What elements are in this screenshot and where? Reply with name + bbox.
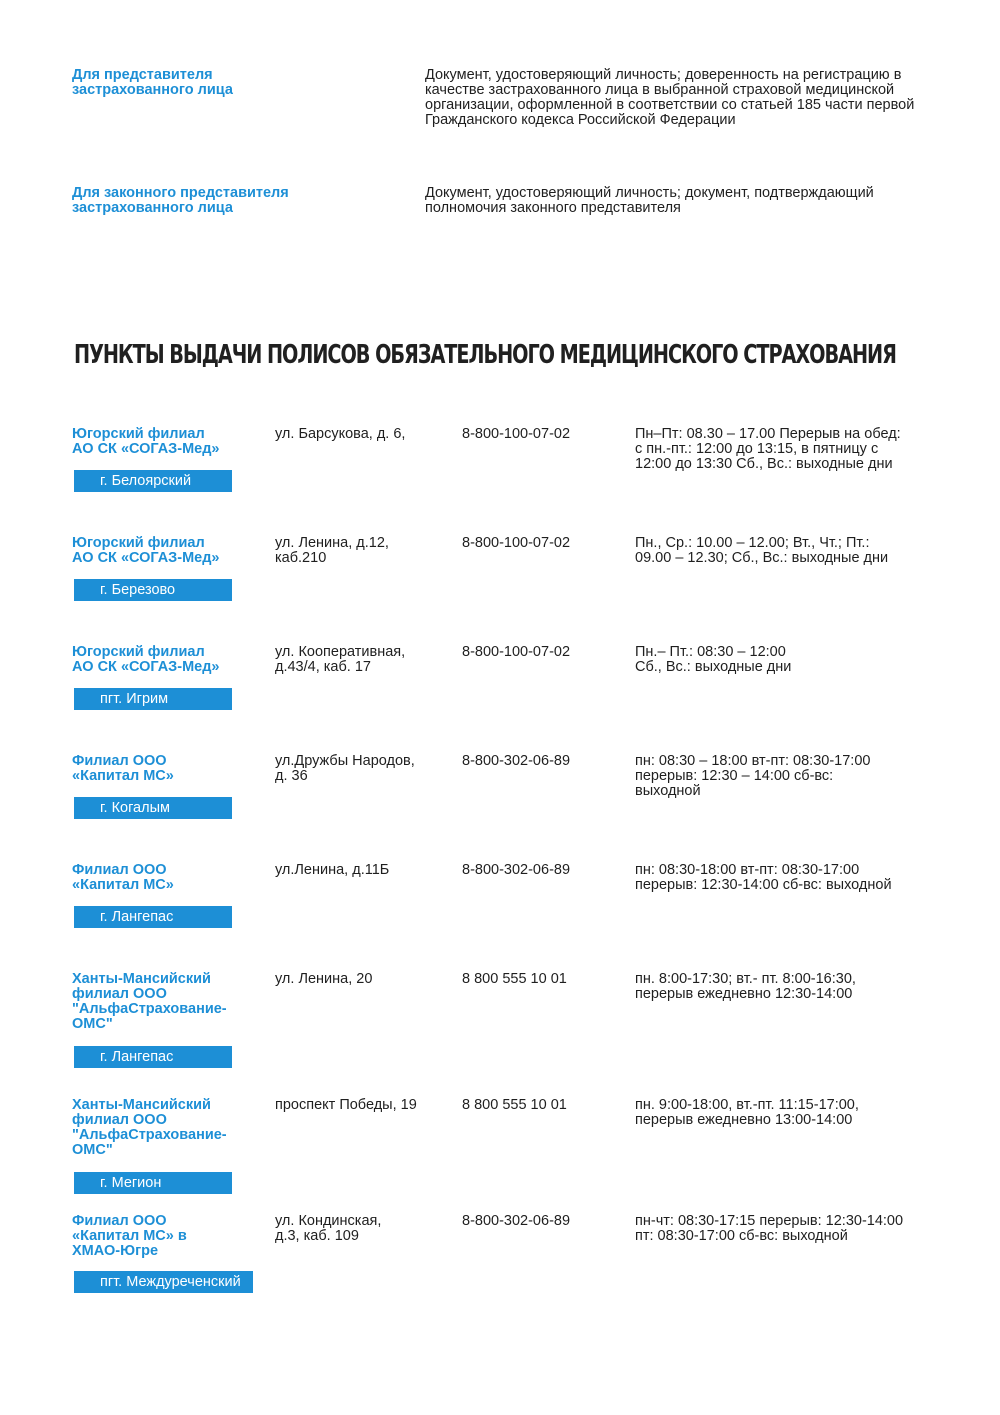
city-badge: г. Белоярский (74, 470, 232, 492)
point-org: Филиал ООО «Капитал МС» (72, 862, 174, 893)
city-badge: г. Березово (74, 579, 232, 601)
point-hours: пн. 9:00-18:00, вт.-пт. 11:15-17:00, перерыв ежедневно 13:00-14:00 (635, 1097, 859, 1128)
point-phone: 8-800-302-06-89 (462, 1213, 571, 1229)
point-org: Югорский филиал АО СК «СОГАЗ-Мед» (72, 644, 220, 675)
point-address: ул. Кондинская, д.3, каб. 109 (275, 1213, 382, 1244)
point-hours: пн. 8:00-17:30; вт.- пт. 8:00-16:30, перерыв ежедневно 12:30-14:00 (635, 971, 856, 1002)
doc-label: Для представителя застрахованного лица (72, 67, 233, 98)
point-address: ул. Ленина, д.12, каб.210 (275, 535, 389, 566)
city-badge: г. Когалым (74, 797, 232, 819)
point-org: Югорский филиал АО СК «СОГАЗ-Мед» (72, 535, 220, 566)
point-hours: пн: 08:30 – 18:00 вт-пт: 08:30-17:00 перерыв: 12:30 – 14:00 сб-вс: выходной (635, 753, 871, 799)
point-org: Ханты-Мансийский филиал ООО "АльфаСтрахование- ОМС" (72, 1097, 227, 1158)
city-badge: г. Лангепас (74, 1046, 232, 1068)
point-org: Ханты-Мансийский филиал ООО "АльфаСтрахование- ОМС" (72, 971, 227, 1032)
point-phone: 8-800-100-07-02 (462, 426, 571, 442)
doc-label: Для законного представителя застрахованного лица (72, 185, 289, 216)
point-address: ул.Ленина, д.11Б (275, 862, 390, 878)
point-address: проспект Победы, 19 (275, 1097, 417, 1113)
point-phone: 8 800 555 10 01 (462, 971, 567, 987)
point-address: ул.Дружбы Народов, д. 36 (275, 753, 415, 784)
point-phone: 8-800-302-06-89 (462, 753, 571, 769)
city-badge: пгт. Игрим (74, 688, 232, 710)
point-hours: Пн–Пт: 08.30 – 17.00 Перерыв на обед: с пн.-пт.: 12:00 до 13:15, в пятницу с 12:00 до 13:30 Сб., Вс.: выходные дни (635, 426, 901, 472)
section-title: ПУНКТЫ ВЫДАЧИ ПОЛИСОВ ОБЯЗАТЕЛЬНОГО МЕДИЦИНСКОГО СТРАХОВАНИЯ (74, 340, 896, 370)
city-badge: г. Мегион (74, 1172, 232, 1194)
doc-text: Документ, удостоверяющий личность; документ, подтверждающий полномочия законного представителя (425, 185, 874, 216)
point-phone: 8-800-302-06-89 (462, 862, 571, 878)
point-phone: 8-800-100-07-02 (462, 535, 571, 551)
point-address: ул. Барсукова, д. 6, (275, 426, 406, 442)
point-org: Югорский филиал АО СК «СОГАЗ-Мед» (72, 426, 220, 457)
city-badge: г. Лангепас (74, 906, 232, 928)
point-hours: пн: 08:30-18:00 вт-пт: 08:30-17:00 перерыв: 12:30-14:00 сб-вс: выходной (635, 862, 892, 893)
city-badge: пгт. Междуреченский (74, 1271, 253, 1293)
doc-text: Документ, удостоверяющий личность; доверенность на регистрацию в качестве застрахованного лица в выбранной страховой медицинской организации, оформленной в соответствии со статьей 185 части первой Гражданского кодекса Российской Федерации (425, 67, 915, 128)
point-address: ул. Ленина, 20 (275, 971, 373, 987)
point-org: Филиал ООО «Капитал МС» (72, 753, 174, 784)
point-address: ул. Кооперативная, д.43/4, каб. 17 (275, 644, 406, 675)
point-phone: 8-800-100-07-02 (462, 644, 571, 660)
point-org: Филиал ООО «Капитал МС» в ХМАО-Югре (72, 1213, 187, 1259)
point-phone: 8 800 555 10 01 (462, 1097, 567, 1113)
point-hours: пн-чт: 08:30-17:15 перерыв: 12:30-14:00 пт: 08:30-17:00 сб-вс: выходной (635, 1213, 904, 1244)
point-hours: Пн., Ср.: 10.00 – 12.00; Вт., Чт.; Пт.: 09.00 – 12.30; Сб., Вс.: выходные дни (635, 535, 889, 566)
point-hours: Пн.– Пт.: 08:30 – 12:00 Сб., Вс.: выходные дни (635, 644, 792, 675)
